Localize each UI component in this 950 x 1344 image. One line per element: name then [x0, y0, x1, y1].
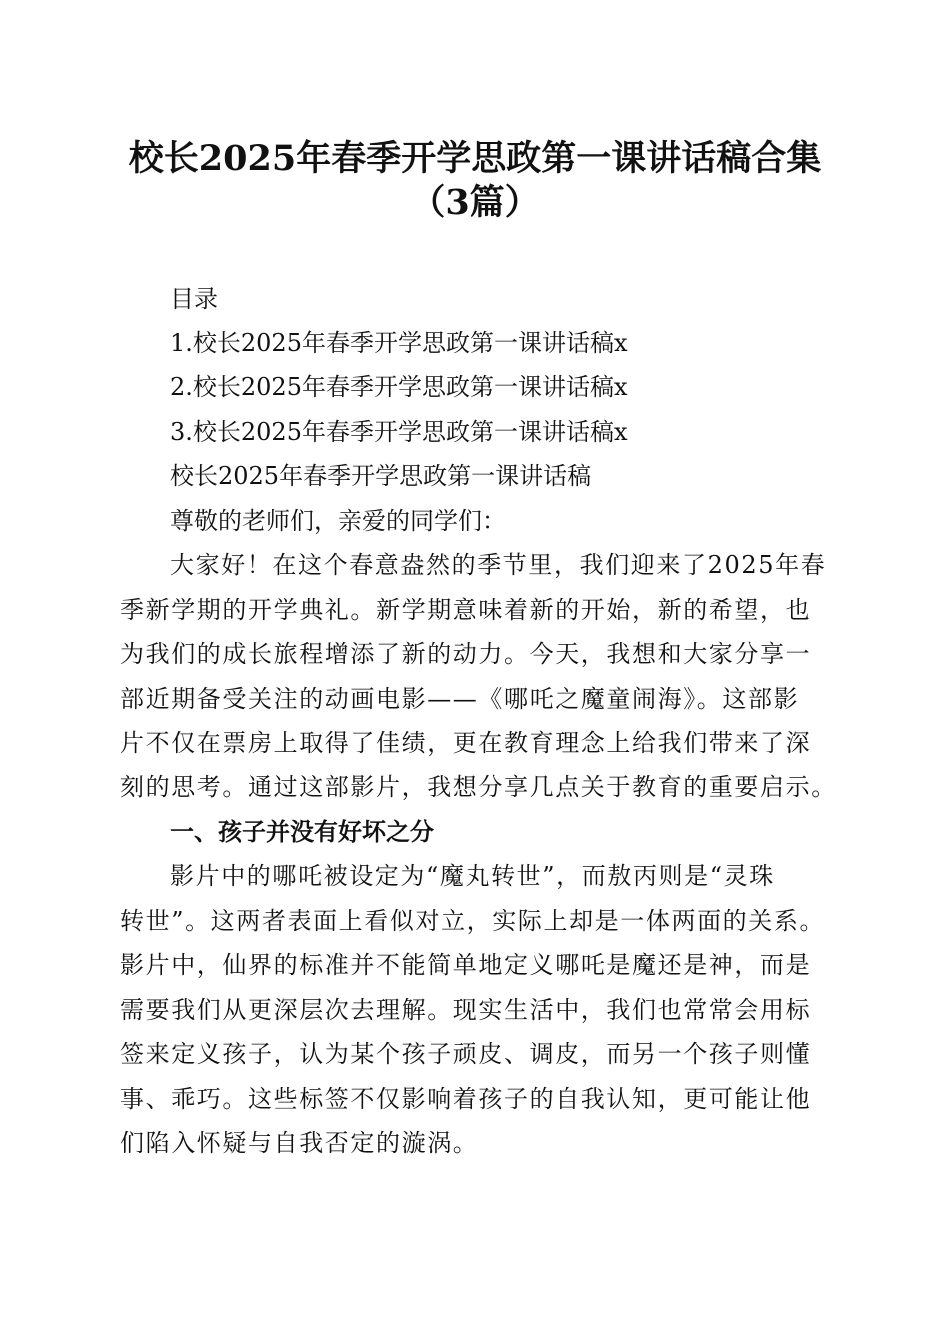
paragraph-line: 片不仅在票房上取得了佳绩，更在教育理念上给我们带来了深	[120, 729, 812, 757]
paragraph-line: 影片中的哪吒被设定为“魔丸转世”，而敖丙则是“灵珠	[170, 862, 775, 890]
paragraph-line: 转世”。这两者表面上看似对立，实际上却是一体两面的关系。	[120, 907, 826, 935]
paragraph-line: 们陷入怀疑与自我否定的漩涡。	[120, 1129, 479, 1157]
paragraph-line: 需要我们从更深层次去理解。现实生活中，我们也常常会用标	[120, 996, 812, 1024]
paragraph-line: 影片中，仙界的标准并不能简单地定义哪吒是魔还是神，而是	[120, 951, 812, 979]
paragraph-line: 签来定义孩子，认为某个孩子顽皮、调皮，而另一个孩子则懂	[120, 1040, 812, 1068]
toc-item[interactable]: 2.校长2025年春季开学思政第一课讲话稿x	[170, 373, 628, 401]
section-heading: 一、孩子并没有好坏之分	[170, 818, 434, 846]
paragraph-line: 事、乖巧。这些标签不仅影响着孩子的自我认知，更可能让他	[120, 1085, 812, 1113]
paragraph-line: 季新学期的开学典礼。新学期意味着新的开始，新的希望，也	[120, 596, 812, 624]
article-title: 校长2025年春季开学思政第一课讲话稿	[170, 462, 592, 490]
document-title-line2: （3篇）	[410, 182, 540, 223]
toc-item[interactable]: 3.校长2025年春季开学思政第一课讲话稿x	[170, 418, 628, 446]
document-title-line1: 校长2025年春季开学思政第一课讲话稿合集	[128, 138, 822, 179]
toc-item[interactable]: 1.校长2025年春季开学思政第一课讲话稿x	[170, 329, 628, 357]
paragraph-line: 大家好！在这个春意盎然的季节里，我们迎来了2025年春	[170, 551, 827, 579]
toc-label: 目录	[170, 285, 218, 313]
paragraph-line: 刻的思考。通过这部影片，我想分享几点关于教育的重要启示。	[120, 773, 837, 801]
paragraph-line: 部近期备受关注的动画电影——《哪吒之魔童闹海》。这部影	[120, 685, 800, 713]
salutation: 尊敬的老师们，亲爱的同学们：	[170, 507, 506, 535]
paragraph-line: 为我们的成长旅程增添了新的动力。今天，我想和大家分享一	[120, 640, 812, 668]
